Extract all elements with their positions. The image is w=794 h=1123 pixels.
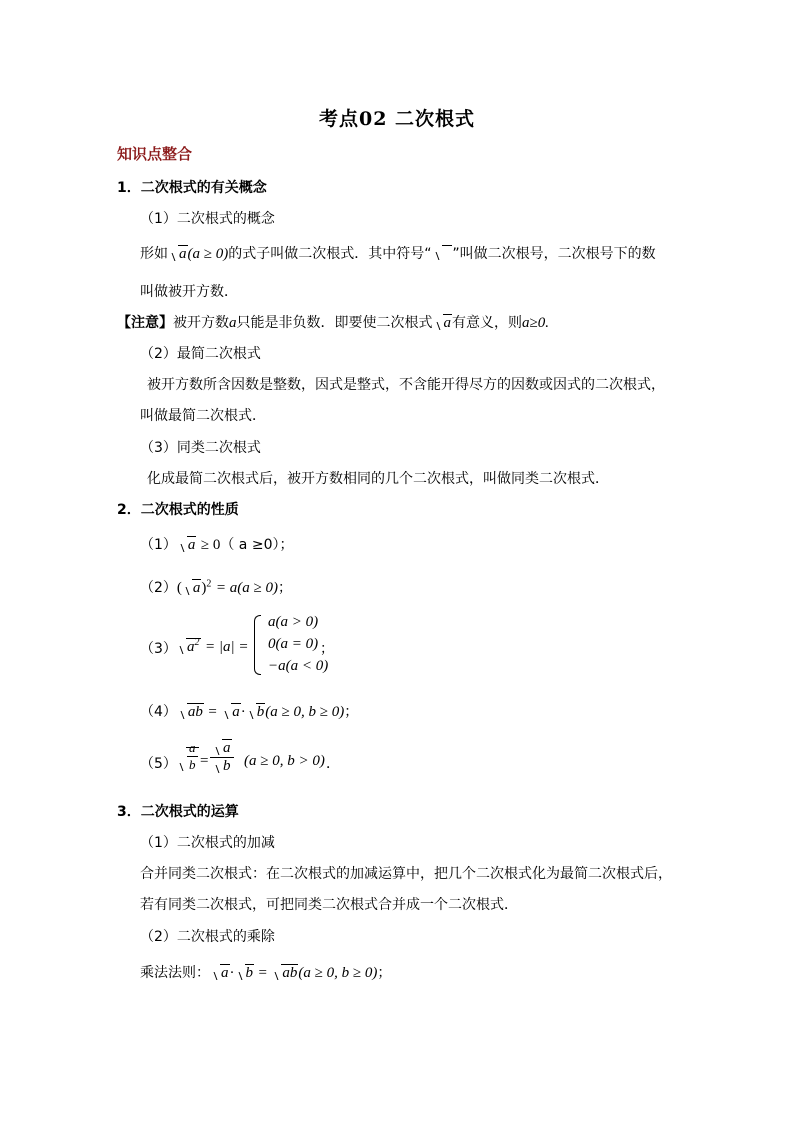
- page-title: 考点02 二次根式: [318, 108, 476, 130]
- note-line: 【注意】被开方数a只能是非负数．即要使二次根式 a有意义，则a≥0.: [117, 315, 549, 331]
- property-1: （1） a ≥ 0（ a ≥0）；: [140, 537, 294, 553]
- section-heading: 知识点整合: [117, 145, 193, 163]
- simplest-line-1: 被开方数所含因数是整数，因式是整式，不含能开得尽方的因数或因式的二次根式，: [147, 377, 665, 393]
- sqrt-a-expr: a: [169, 246, 188, 263]
- definition-line: 形如 a(a ≥ 0)的式子叫做二次根式．其中符号“ ”叫做二次根号，二次根号下的数: [140, 246, 656, 262]
- heading-concepts: 1．二次根式的有关概念: [117, 180, 267, 196]
- brace-icon: [254, 615, 261, 675]
- add-line-2: 若有同类二次根式，可把同类二次根式合并成一个二次根式．: [140, 897, 518, 913]
- subheading-concept: （1）二次根式的概念: [140, 211, 275, 227]
- property-2: （2）( a)$^2$ = a(a ≥ 0)；: [140, 578, 292, 596]
- subheading-add: （1）二次根式的加减: [140, 835, 275, 851]
- subheading-mul: （2）二次根式的乘除: [140, 929, 275, 945]
- simplest-line-2: 叫做最简二次根式．: [140, 408, 266, 424]
- multiplication-rule: 乘法法则： a· b = ab(a ≥ 0, b ≥ 0)；: [140, 965, 392, 981]
- heading-properties: 2．二次根式的性质: [117, 502, 239, 518]
- definition-line-2: 叫做被开方数．: [140, 284, 238, 300]
- subheading-simplest: （2）最简二次根式: [140, 346, 261, 362]
- radical-symbol-icon: [433, 246, 453, 262]
- subheading-similar: （3）同类二次根式: [140, 440, 261, 456]
- add-line-1: 合并同类二次根式：在二次根式的加减运算中，把几个二次根式化为最简二次根式后，: [140, 866, 672, 882]
- heading-operations: 3．二次根式的运算: [117, 804, 239, 820]
- similar-line: 化成最简二次根式后，被开方数相同的几个二次根式，叫做同类二次根式．: [147, 471, 609, 487]
- property-4: （4） ab = a· b(a ≥ 0, b ≥ 0)；: [140, 704, 359, 720]
